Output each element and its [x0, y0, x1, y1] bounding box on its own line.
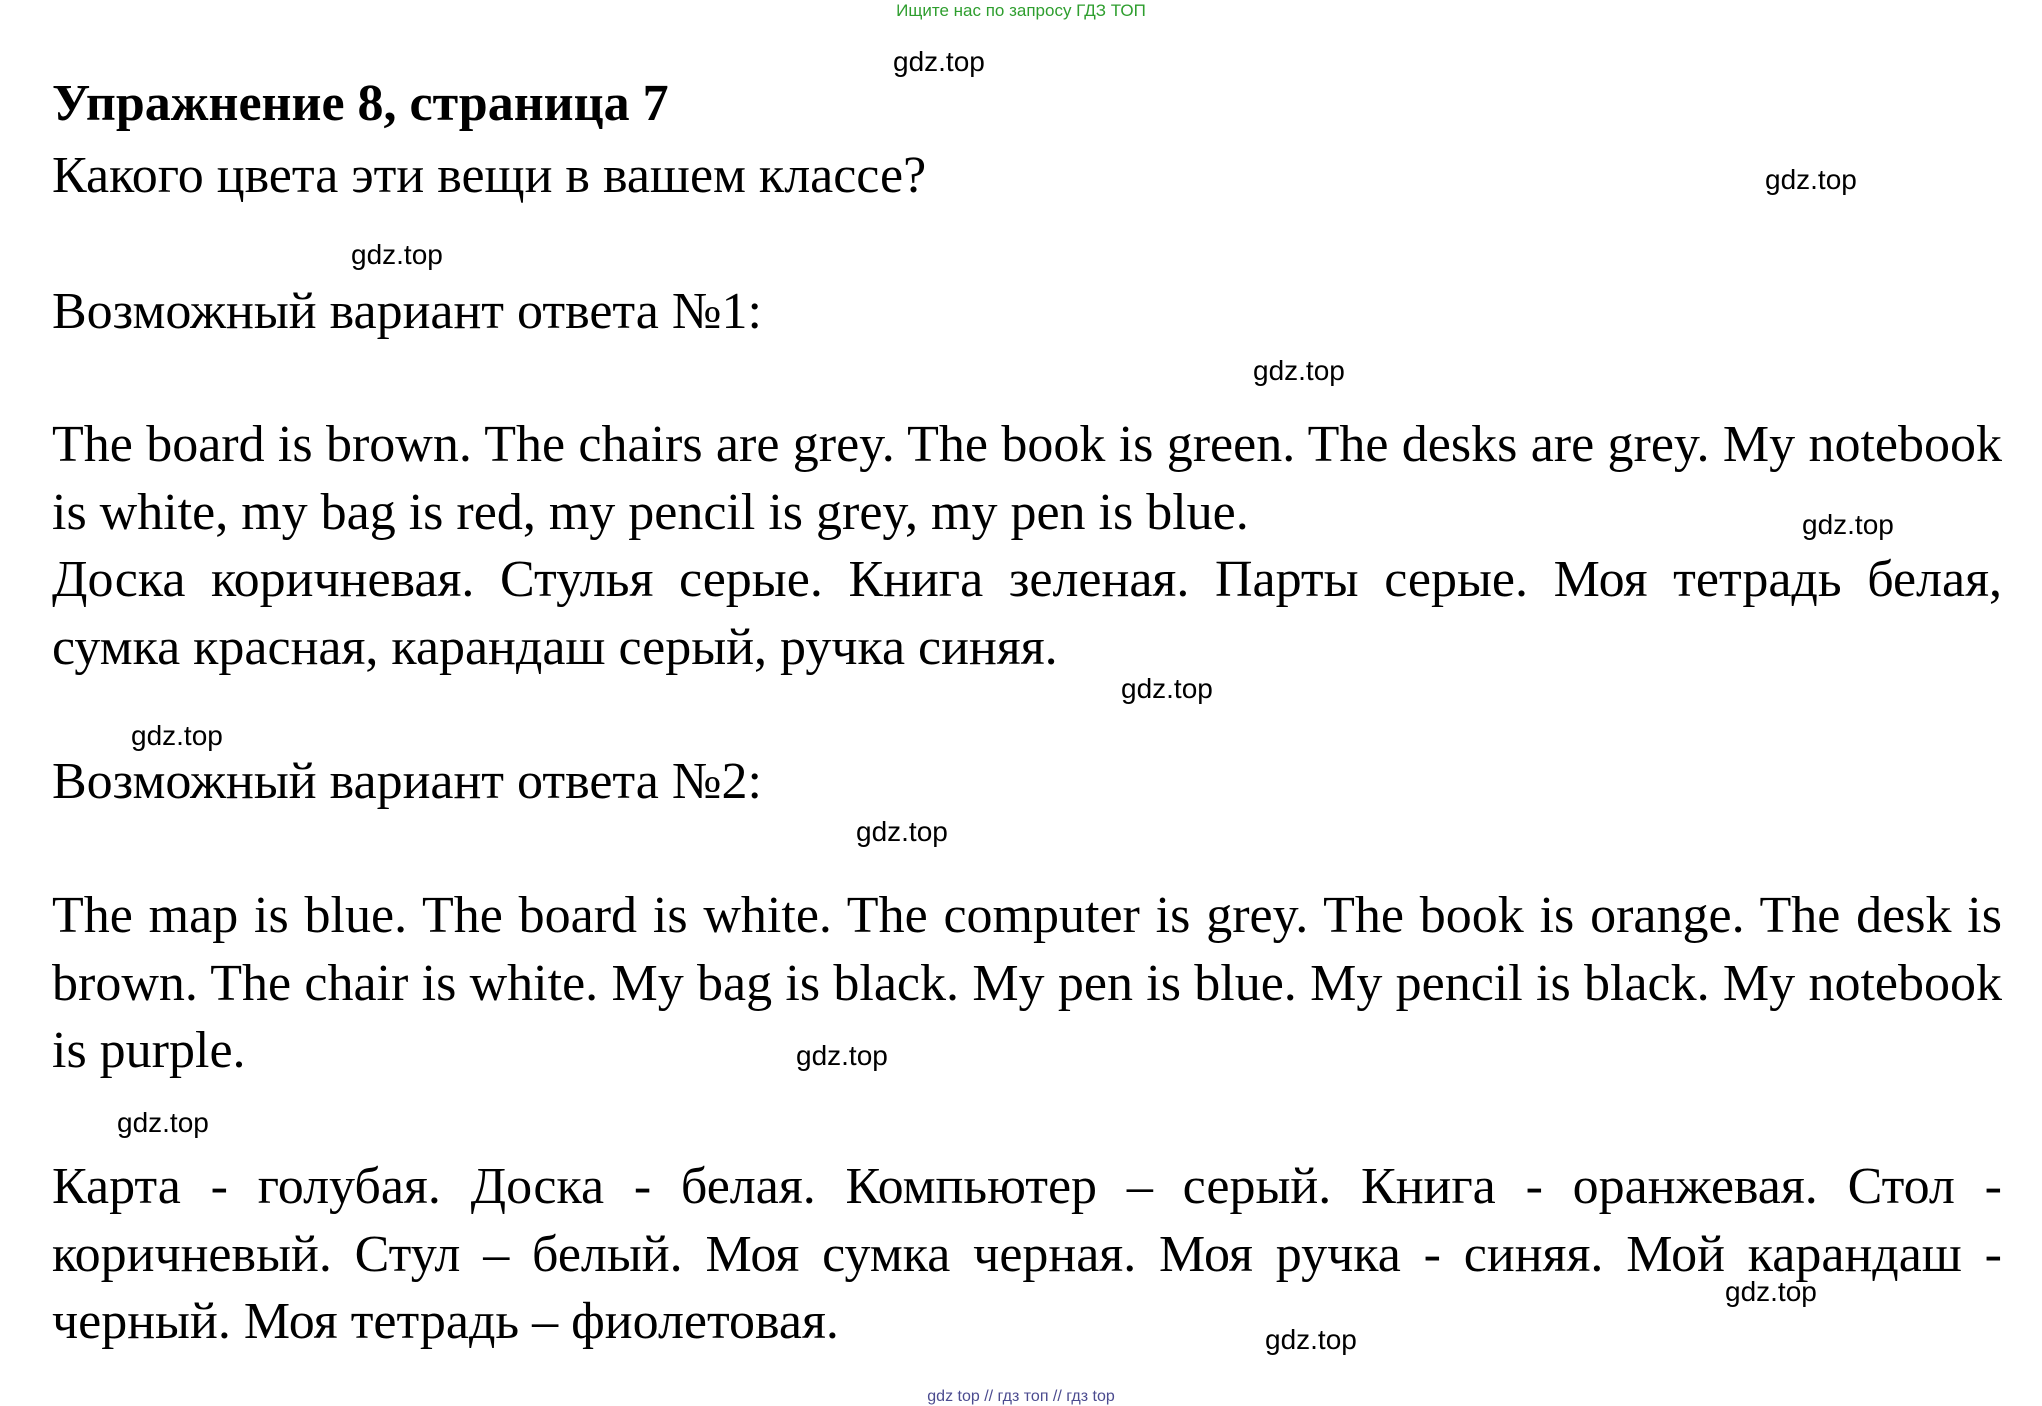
watermark: gdz.top — [1765, 164, 1857, 195]
watermark: gdz.top — [1253, 355, 1345, 386]
watermark: gdz.top — [351, 239, 443, 270]
watermark: gdz.top — [796, 1040, 888, 1071]
question-text: Какого цвета эти вещи в вашем классе? — [52, 147, 927, 204]
watermark: gdz.top — [1802, 509, 1894, 540]
watermark: gdz.top — [1121, 673, 1213, 704]
top-banner[interactable]: Ищите нас по запросу ГДЗ ТОП — [896, 1, 1146, 20]
answer2-english: The map is blue. The board is white. The computer is grey. The book is orange. The desk is brown. The chair is white. My bag is black. My pen is blue. My pencil is black. My notebook is purple. — [52, 887, 2002, 1079]
bottom-banner[interactable]: gdz top // гдз топ // гдз top — [927, 1388, 1115, 1405]
watermark: gdz.top — [1265, 1324, 1357, 1355]
answer2-russian: Карта - голубая. Доска - белая. Компьютер – серый. Книга - оранжевая. Стол - коричневый. Стул – белый. Моя сумка черная. Моя ручка - синяя. Мой карандаш - черный. Моя тетрадь – фиолетовая. — [52, 1158, 2002, 1350]
answer1-heading: Возможный вариант ответа №1: — [52, 283, 762, 340]
watermark: gdz.top — [131, 720, 223, 751]
watermark: gdz.top — [893, 46, 985, 77]
page-title: Упражнение 8, страница 7 — [52, 75, 669, 132]
watermark: gdz.top — [117, 1107, 209, 1138]
answer1-russian: Доска коричневая. Стулья серые. Книга зеленая. Парты серые. Моя тетрадь белая, сумка красная, карандаш серый, ручка синяя. — [52, 551, 2002, 676]
watermark: gdz.top — [856, 816, 948, 847]
answer1-english: The board is brown. The chairs are grey. The book is green. The desks are grey. My notebook is white, my bag is red, my pencil is grey, my pen is blue. — [52, 416, 2002, 541]
answer2-heading: Возможный вариант ответа №2: — [52, 753, 762, 810]
watermark: gdz.top — [1725, 1276, 1817, 1307]
